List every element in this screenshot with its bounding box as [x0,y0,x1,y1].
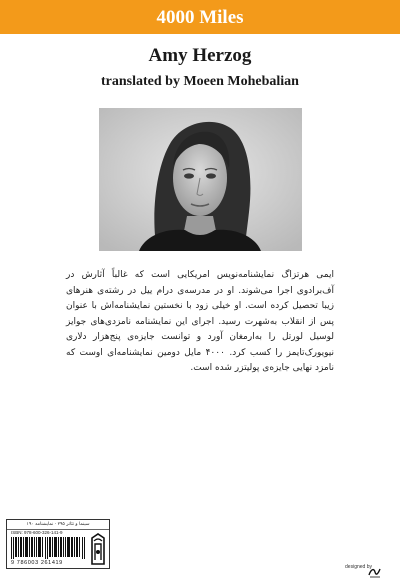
barcode-panel [6,519,110,569]
author-photo [99,108,302,251]
book-title: 4000 Miles [156,7,244,28]
ofogh-logo-icon [89,532,107,566]
designer-credit: designed by [345,564,372,570]
isbn-number: ISBN: 978-600-326-141-9 [11,530,63,535]
author-name: Amy Herzog [148,45,252,66]
barcode [11,537,87,559]
series-info: سینما و تئاتر ۲۹۵ · نمایشنامه ۱۹۰ [7,520,109,530]
translator-credit: translated by Moeen Mohebalian [101,74,299,89]
author-biography: ایمی هرتزاگ نمایشنامه‌نویس امریکایی است که غالباً آثارش در آف‌برادوی اجرا می‌شوند. او در مدرسه‌ی درام ییل در رشته‌ی هنرهای زیبا تحصیل کرده است. او خیلی زود با نخستین نمایشنامه‌اش با عنوان پس از انقلاب به‌شهرت رسید. اجرای این نمایشنامه نامزدی‌های جوایز لوسیل لورتل را به‌ارمغان آورد و توانست جایزه‌ی پنج‌هزار دلاری نیویورک‌تایمز را کسب کرد. ۴۰۰۰ مایل دومین نمایشنامه‌ای اوست که نامزد نهایی جایزه‌ی پولیتزر شده است. [66,270,334,373]
barcode-number: 9 786003 261419 [11,560,63,566]
designer-signature-icon [368,566,382,578]
